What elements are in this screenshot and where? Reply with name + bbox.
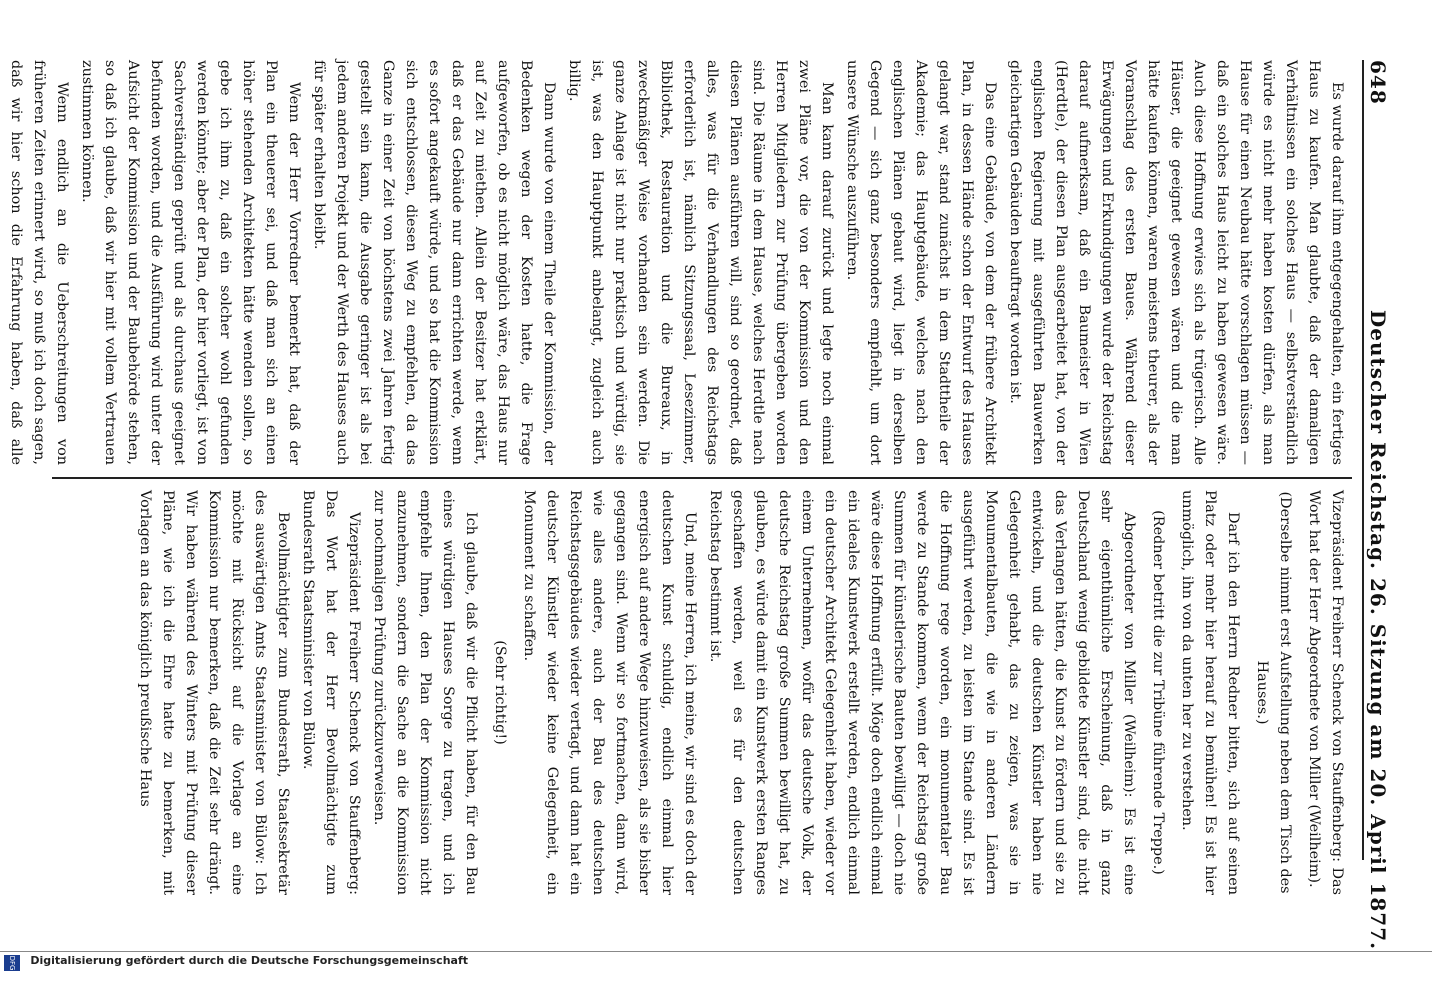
- paragraph: Wenn endlich an die Ueberschreitungen von früheren Zeiten erinnert wird, so muß ich doch sagen, daß wir hier schon die Erfahrung haben, daß alle: [8, 60, 70, 465]
- page-number: 648: [1366, 60, 1390, 105]
- document-page: [0, 20, 1432, 980]
- running-title: Deutscher Reichstag. 26. Sitzung am 20. April 1877.: [1366, 309, 1390, 951]
- digitization-credit: Digitalisierung gefördert durch die Deutsche Forschungsgemeinschaft: [30, 954, 468, 967]
- stage-direction: (Redner betritt die zur Tribüne führende Treppe.): [1150, 510, 1166, 875]
- dfg-logo: DFG: [4, 955, 20, 971]
- digitization-sidebar: [0, 951, 1432, 974]
- stage-direction: (Derselbe nimmt erst Aufstellung neben dem Tisch des Hauses.): [1254, 491, 1293, 894]
- paragraph: Vizepräsident Freiherr Schenck von Stauffenberg: Das Wort hat der Herr Bevollmächtigte zum Bundesrath Staatsminister von Bülow.: [300, 490, 362, 895]
- paragraph: Wenn der Herr Vorredner bemerkt hat, daß der Plan ein theuerer sei, und daß man sich an einen höher stehenden Architekten hätte wenden sollen, so gebe ich ihm zu, daß ein solcher wohl gefunden werden könnte; aber der Plan, der hier vorliegt, ist von Sachverständigen geprüft und als durchaus geeignet befunden worden, und die Ausführung wird unter der Aufsicht der Kommission und der Baubehörde stehen, so daß ich glaube, daß wir hier mit vollem Vertrauen zustimmen können.: [79, 60, 302, 465]
- stage-direction: (Sehr richtig!): [492, 640, 508, 745]
- paragraph: Dann wurde von einem Theile der Kommission, der Bedenken wegen der Kosten hatte, die Frage aufgeworfen, ob es nicht möglich wäre, das Haus nur auf Zeit zu miethen. Allein der Besitzer hat erklärt, daß er das Gebäude nur dann errichten werde, wenn es sofort angekauft würde, und so hat die Kommission sich entschlossen, diesen Weg zu empfehlen, da das Ganze in einer Zeit von höchstens zwei Jahren fertig gestellt sein kann, die Ausgabe geringer ist als bei jedem anderen Projekt und der Werth des Hauses auch für später erhalten bleibt.: [311, 60, 557, 465]
- paragraph: Abgeordneter von Miller (Weilheim): Es ist eine sehr eigenthümliche Erscheinung, daß in ganz Deutschland wenig gebildete Künstler sind, die nicht das Verlangen hätten, die Kunst zu fördern und sie zu entwickeln, und die deutschen Künstler haben nie Gelegenheit gehabt, das zu zeigen, was sie in Monumentalbauten, die wie in anderen Ländern ausgeführt werden, zu leisten im Stande sind. Es ist die Hoffnung rege worden, ein monumentaler Bau werde zu Stande kommen, wenn der Reichstag große Summen für künstlerische Bauten bewilligt — doch nie wäre diese Hoffnung erfüllt. Möge doch endlich einmal ein ideales Kunstwerk erstellt werden, endlich einmal ein deutscher Architekt Gelegenheit haben, wieder vor einem Unternehmen, wofür das deutsche Volk, der deutsche Reichstag große Summen bewilligt hat, zu glauben, es würde damit ein Kunstwerk ersten Ranges geschaffen werden, weil es für den deutschen Reichstag bestimmt ist.: [707, 490, 1137, 895]
- paragraph: Ich glaube, daß wir die Pflicht haben, für den Bau eines würdigen Hauses Sorge zu tragen, und ich empfehle Ihnen, den Plan der Kommission nicht anzunehmen, sondern die Sache an die Kommission zur nochmaligen Prüfung zurückzuverweisen.: [371, 490, 479, 895]
- paragraph: Man kann darauf zurück und legte noch einmal zwei Pläne vor, die von der Kommission und den Herren Mitgliedern zur Prüfung übergeben worden sind. Die Räume in dem Hause, welches Herdtle nach diesen Plänen ausführen will, sind so geordnet, daß alles, was für die Verhandlungen des Reichstags erforderlich ist, nämlich Sitzungssaal, Lesezimmer, Bibliothek, Restauration und die Bureaux, in zweckmäßiger Weise vorhanden sein werden. Die ganze Anlage ist nicht nur praktisch und würdig, sie ist, was den Hauptpunkt anbelangt, zugleich auch billig.: [566, 60, 835, 465]
- paragraph: Und, meine Herren, ich meine, wir sind es doch der deutschen Kunst schuldig, endlich einmal hier energisch auf andere Wege hinzuweisen, als sie bisher gegangen sind. Wenn wir so fortmachen, dann wird, wie alles andere, auch der Bau des deutschen Reichstagsgebäudes wieder vertagt, und dann hat ein deutscher Künstler wieder keine Gelegenheit, ein Monument zu schaffen.: [521, 490, 698, 895]
- column-divider: [52, 477, 1352, 479]
- paragraph: Es wurde darauf ihm entgegengehalten, ein fertiges Haus zu kaufen. Man glaubte, daß der damaligen Verhältnissen ein solches Haus — selbstverständlich würde es nicht mehr haben kosten dürfen, als man Hause für einen Neubau hätte vorschlagen müssen — daß ein solches Haus leicht zu haben gewesen wäre. Auch diese Hoffnung erwies sich als trügerisch. Alle Häuser, die geeignet gewesen wären und die man hätte kaufen können, waren meistens theurer, als der Voranschlag des ersten Baues. Während dieser Erwägungen und Erkundigungen wurde der Reichstag darauf aufmerksam, daß ein Baumeister in Wien (Herdtle), der diesen Plan ausgearbeitet hat, von der englischen Regierung mit ausgeführten Bauwerken gleichartigen Gebäuden beauftragt worden ist.: [1007, 60, 1345, 465]
- page-header: [1362, 60, 1394, 951]
- paragraph: Das eine Gebäude, von dem der frühere Architekt Plan, in dessen Hände schon der Entwurf des Hauses gelangt war, stand zunächst in dem Stadttheile der Akademie; das Hauptgebäude, welches nach den englischen Plänen gebaut wird, liegt in derselben Gegend — sich ganz besonders empfiehlt, um dort unsere Wünsche auszuführen.: [844, 60, 998, 465]
- paragraph: Vizepräsident Freiherr Schenck von Stauffenberg: Das Wort hat der Herr Abgeordnete von Miller (Weilheim).: [1306, 490, 1345, 895]
- left-column: [8, 60, 1348, 465]
- paragraph: Bevollmächtigter zum Bundesrath, Staatssekretär des auswärtigen Amts Staatsminister von Bülow: Ich möchte mit Rücksicht auf die Vorlage an eine Kommission nur bemerken, daß die Zeit sehr drängt. Wir haben während des Winters mit Prüfung dieser Pläne, wie ich die Ehre hatte zu bemerken, mit Vorlagen an das königlich preußische Haus: [137, 490, 291, 895]
- right-column: [58, 490, 1348, 895]
- paragraph: Darf ich den Herrn Redner bitten, sich auf seinen Platz oder mehr hier herauf zu bemühen! Es ist hier unmöglich, ihn von da unten her zu verstehen.: [1179, 490, 1241, 895]
